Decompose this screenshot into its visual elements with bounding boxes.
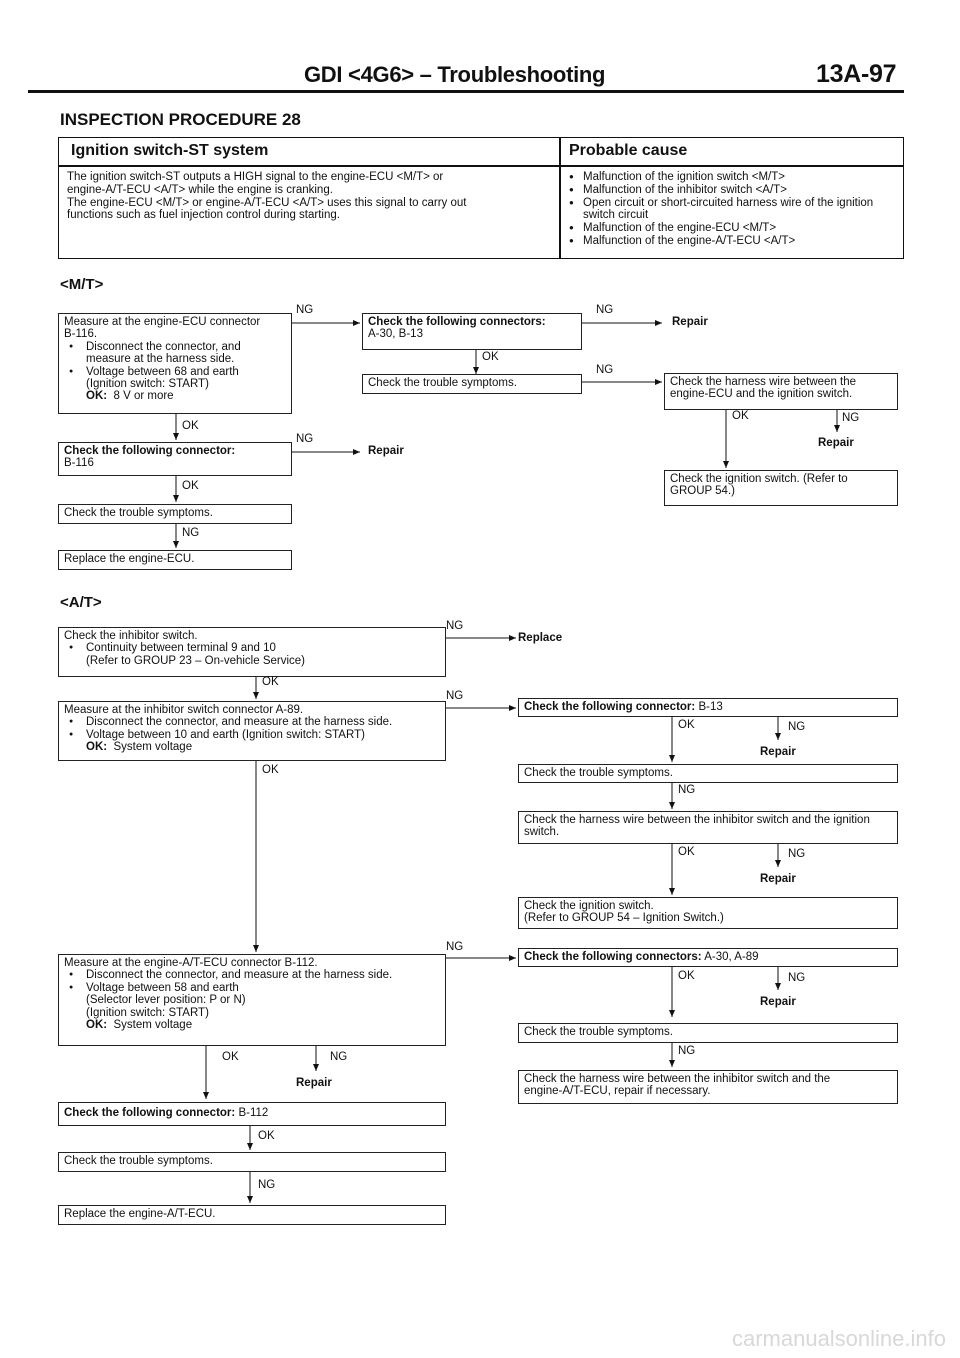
at-ignition-switch-box: Check the ignition switch. (Refer to GROUP 54 – Ignition Switch.) [518,897,898,929]
at-measure-b112-box: Measure at the engine-A/T-ECU connector B-112. ● Disconnect the connector, and measure at the harness side. ● Voltage between 58 and earth (Selector lever position: P or N) (Ignition switch: START) OK: System voltage [58,954,446,1046]
ng-label: NG [446,620,464,632]
ng-label: NG [788,721,806,733]
ok-label: OK [678,719,695,731]
mt-check-connectors-box: Check the following connectors: A-30, B-13 [362,313,582,350]
ng-label: NG [788,848,806,860]
page-number: 13A-97 [816,60,897,88]
ng-label: NG [330,1051,348,1063]
ng-label: NG [296,433,314,445]
probable-cause-header: Probable cause [569,142,688,159]
mt-trouble-symptoms-box-2: Check the trouble symptoms. [58,504,292,524]
mt-repair-3: Repair [818,437,854,449]
mt-section-label: <M/T> [60,276,104,293]
mt-check-b116-box: Check the following connector: B-116 [58,442,292,476]
ok-label: OK [732,410,749,422]
at-inhibitor-box: Check the inhibitor switch. ● Continuity between terminal 9 and 10 (Refer to GROUP 23 – On-vehicle Service) [58,627,446,677]
ng-label: NG [596,364,614,376]
list-item: ● Malfunction of the inhibitor switch <A/T> [569,184,899,197]
mt-replace-ecu-box: Replace the engine-ECU. [58,550,292,570]
at-check-b13-box: Check the following connector: B-13 [518,698,898,717]
at-check-b112-box: Check the following connector: B-112 [58,1102,446,1126]
at-trouble-symptoms-box-l: Check the trouble symptoms. [58,1152,446,1172]
ng-label: NG [446,690,464,702]
ng-label: NG [788,972,806,984]
ng-label: NG [596,304,614,316]
ok-label: OK [482,351,499,363]
at-trouble-symptoms-box-r1: Check the trouble symptoms. [518,764,898,783]
at-repair-4: Repair [296,1077,332,1089]
at-repair-1: Repair [760,746,796,758]
at-repair-2: Repair [760,873,796,885]
system-header: Ignition switch-ST system [71,142,269,159]
mt-harness-box: Check the harness wire between the engine-ECU and the ignition switch. [664,373,898,410]
ng-label: NG [296,304,314,316]
procedure-title: INSPECTION PROCEDURE 28 [60,110,301,129]
ok-label: OK [222,1051,239,1063]
ng-label: NG [842,412,860,424]
ok-label: OK [262,676,279,688]
ok-label: OK [678,846,695,858]
ng-label: NG [182,527,200,539]
at-section-label: <A/T> [60,594,102,611]
at-harness-inhibitor-ignition-box: Check the harness wire between the inhibitor switch and the ignition switch. [518,811,898,844]
mt-ignition-switch-box: Check the ignition switch. (Refer to GROUP 54.) [664,470,898,506]
ok-label: OK [258,1130,275,1142]
watermark: carmanualsonline.info [731,1326,946,1351]
system-description: The ignition switch-ST outputs a HIGH signal to the engine-ECU <M/T> or engine-A/T-ECU <A/T> while the engine is cranking. The engine-ECU <M/T> or engine-A/T-ECU <A/T> uses this signal to carry out functions such as fuel injection control during starting. [67,171,467,222]
ng-label: NG [678,784,696,796]
ok-label: OK [182,420,199,432]
at-replace-label: Replace [518,632,563,644]
list-item: ● Malfunction of the engine-ECU <M/T> [569,222,899,235]
ok-label: OK [678,970,695,982]
ng-label: NG [446,941,464,953]
ok-label: OK [262,764,279,776]
mt-repair-2: Repair [368,445,404,457]
page-header-title: GDI <4G6> – Troubleshooting [304,62,606,87]
list-item: ● Open circuit or short-circuited harness wire of the ignition switch circuit [569,197,899,223]
at-harness-inhibitor-ecu-box: Check the harness wire between the inhibitor switch and the engine-A/T-ECU, repair if necessary. [518,1070,898,1104]
ok-label: OK [182,480,199,492]
at-repair-3: Repair [760,996,796,1008]
list-item: ● Malfunction of the engine-A/T-ECU <A/T> [569,235,899,248]
list-item: ● Malfunction of the ignition switch <M/T> [569,171,899,184]
mt-repair-1: Repair [672,316,708,328]
ng-label: NG [678,1045,696,1057]
at-measure-a89-box: Measure at the inhibitor switch connector A-89. ● Disconnect the connector, and measure at the harness side. ● Voltage between 10 and earth (Ignition switch: START) OK: System voltage [58,701,446,761]
mt-trouble-symptoms-box-1: Check the trouble symptoms. [362,374,582,394]
mt-measure-b116-box: Measure at the engine-ECU connector B-116. ● Disconnect the connector, and measure at the harness side. ● Voltage between 68 and earth (Ignition switch: START) OK: 8 V or more [58,313,292,414]
at-check-a30-a89-box: Check the following connectors: A-30, A-89 [518,948,898,967]
ng-label: NG [258,1179,276,1191]
at-trouble-symptoms-box-r2: Check the trouble symptoms. [518,1023,898,1043]
at-replace-ecu-box: Replace the engine-A/T-ECU. [58,1205,446,1225]
